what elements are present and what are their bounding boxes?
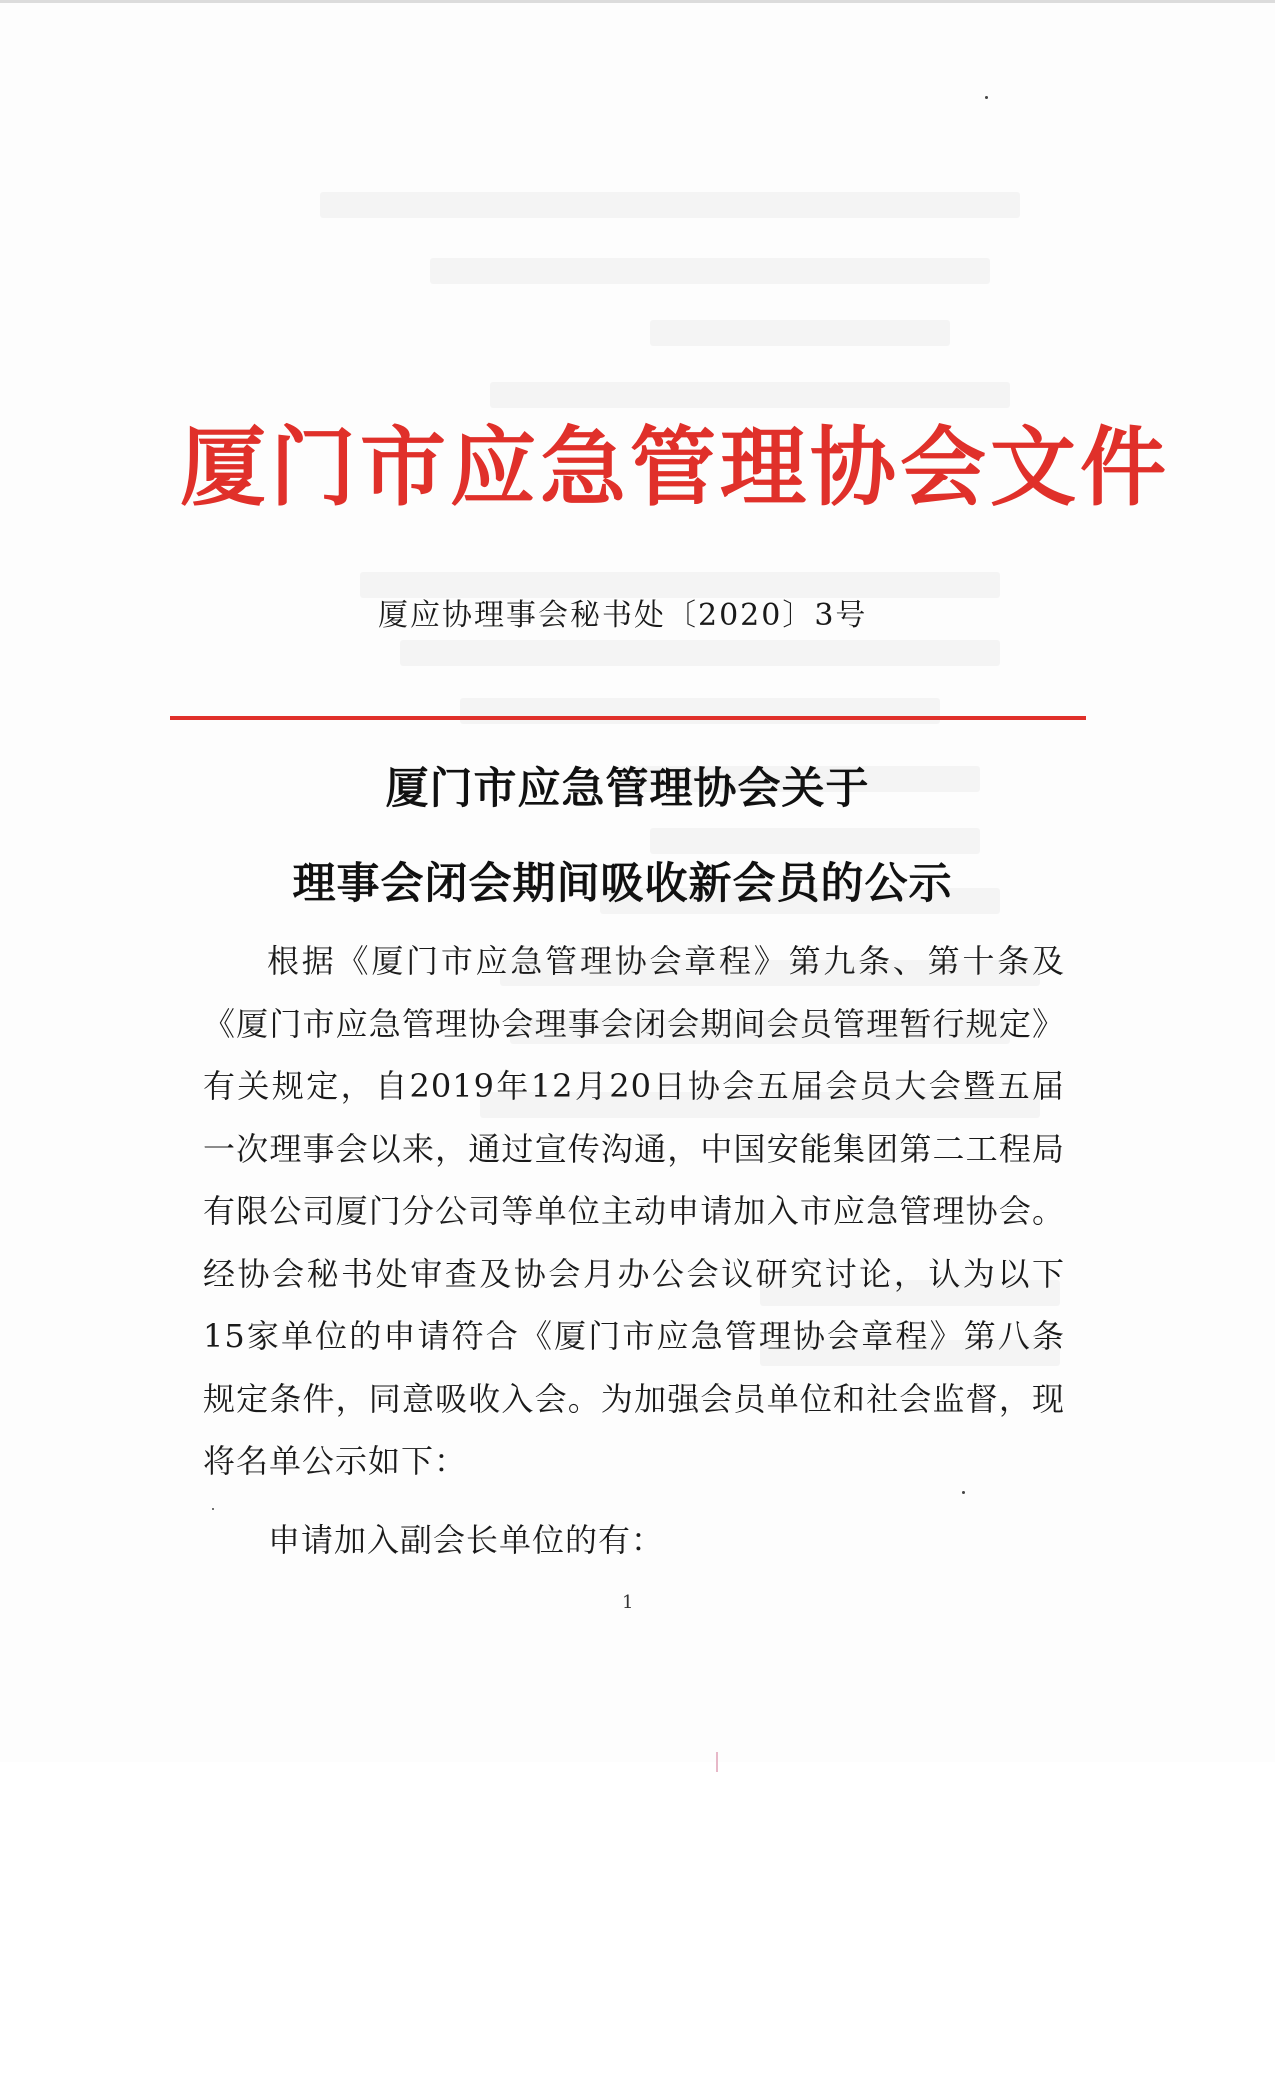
- body-paragraph: 根据《厦门市应急管理协会章程》第九条、第十条及《厦门市应急管理协会理事会闭会期间会员管理暂行规定》有关规定，自2019年12月20日协会五届会员大会暨五届一次理事会以来，通过宣传沟通，中国安能集团第二工程局有限公司厦门分公司等单位主动申请加入市应急管理协会。经协会秘书处审查及协会月办公会议研究讨论，认为以下15家单位的申请符合《厦门市应急管理协会章程》第八条规定条件，同意吸收入会。为加强会员单位和社会监督，现将名单公示如下：: [203, 942, 1065, 1480]
- document-header-title: 厦门市应急管理协会文件: [180, 418, 1170, 518]
- scan-mark: [716, 1752, 718, 1772]
- page-top-edge: [0, 0, 1275, 3]
- document-number: 厦应协理事会秘书处〔2020〕3号: [378, 598, 868, 633]
- notice-title-line-1: 厦门市应急管理协会关于: [385, 764, 870, 814]
- vice-president-units-heading: 申请加入副会长单位的有：: [268, 1521, 665, 1559]
- scan-speck: [985, 96, 988, 99]
- page-number: 1: [622, 1592, 634, 1613]
- scan-speck: [962, 1491, 965, 1494]
- scan-speck: [212, 1508, 214, 1510]
- notice-title-line-2: 理事会闭会期间吸收新会员的公示: [292, 859, 953, 909]
- red-divider-rule: [170, 716, 1086, 720]
